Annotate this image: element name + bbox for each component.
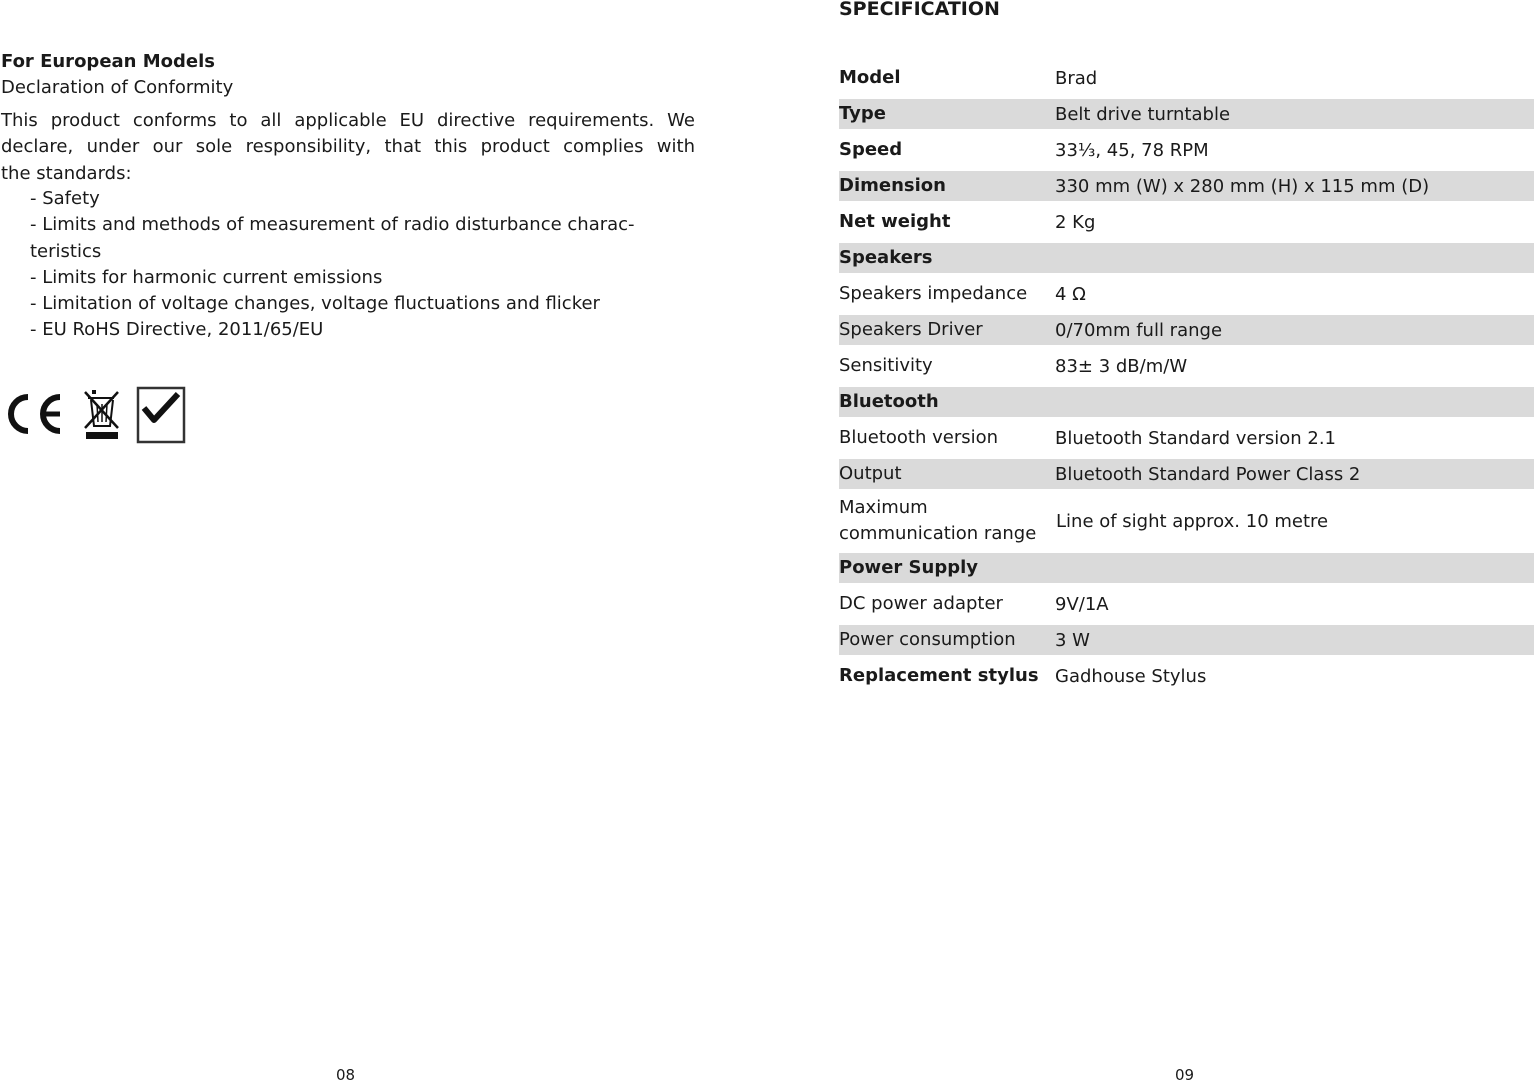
page-number-left: 08	[336, 1066, 356, 1084]
standards-list	[1, 186, 695, 344]
spec-label: Sensitivity	[839, 355, 933, 376]
weee-bin-icon	[82, 386, 122, 442]
spec-row-dc-adapter	[839, 589, 1534, 619]
spec-label: Power consumption	[839, 629, 1016, 650]
spec-label: Model	[839, 67, 901, 88]
standard-item: - Limits and methods of measurement of radio disturbance charac-	[30, 214, 635, 236]
standard-item: - Limitation of voltage changes, voltage fluctuations and flicker	[30, 293, 600, 315]
spec-label: Bluetooth version	[839, 427, 999, 448]
spec-label: DC power adapter	[839, 593, 1003, 614]
spec-value: Line of sight approx. 10 metre	[1056, 510, 1329, 532]
spec-value: 33⅓, 45, 78 RPM	[1055, 139, 1209, 161]
spec-section-label: Bluetooth	[839, 391, 939, 412]
spec-row-sensitivity	[839, 351, 1534, 381]
specification-table	[839, 63, 1534, 697]
rohs-mark-icon	[136, 386, 186, 444]
spec-label: Dimension	[839, 175, 946, 196]
certification-marks	[2, 386, 192, 444]
spec-label: Type	[839, 103, 886, 124]
standard-item: - Limits for harmonic current emissions	[30, 266, 383, 288]
spec-label-line: Maximum	[839, 497, 928, 518]
spec-value: Belt drive turntable	[1055, 103, 1231, 125]
spec-value: 2 Kg	[1055, 211, 1096, 233]
conformity-paragraph	[1, 108, 695, 187]
spec-label: Speakers Driver	[839, 319, 983, 340]
spec-label-line: communication range	[839, 523, 1037, 544]
spec-row-bluetooth-version	[839, 423, 1534, 453]
spec-value: 3 W	[1055, 629, 1090, 651]
page-number-right: 09	[1175, 1066, 1195, 1084]
spec-label: Net weight	[839, 211, 951, 232]
heading-european-models: For European Models	[1, 51, 216, 72]
spec-section-power-supply	[839, 553, 1534, 583]
spec-section-label: Speakers	[839, 247, 933, 268]
right-page	[767, 0, 1534, 1083]
spec-value: 330 mm (W) x 280 mm (H) x 115 mm (D)	[1055, 175, 1430, 197]
spec-value: 9V/1A	[1055, 593, 1109, 615]
spec-section-label: Power Supply	[839, 557, 978, 578]
standard-item: - EU RoHS Directive, 2011/65/EU	[30, 319, 324, 341]
spec-section-bluetooth	[839, 387, 1534, 417]
spec-section-speakers	[839, 243, 1534, 273]
spec-row-output	[839, 459, 1534, 489]
heading-declaration-of-conformity: Declaration of Conformity	[1, 77, 234, 98]
spec-row-speakers-impedance	[839, 279, 1534, 309]
specification-title: SPECIFICATION	[839, 0, 1000, 20]
spec-label: Speakers impedance	[839, 283, 1028, 304]
spec-row-speed	[839, 135, 1534, 165]
spec-value: Bluetooth Standard Power Class 2	[1055, 463, 1361, 485]
standard-item: - Safety	[30, 188, 100, 209]
paragraph-line: This product conforms to all applicable EU directive requirements. We	[1, 110, 695, 131]
spec-value: Gadhouse Stylus	[1055, 665, 1207, 687]
spec-row-model	[839, 63, 1534, 93]
spec-label: Speed	[839, 139, 903, 160]
ce-mark-icon	[2, 392, 64, 436]
left-page	[0, 0, 767, 1083]
spec-row-dimension	[839, 171, 1534, 201]
spec-row-net-weight	[839, 207, 1534, 237]
spec-value: 0/70mm full range	[1055, 319, 1223, 341]
spec-label: Output	[839, 463, 902, 484]
spec-label	[839, 495, 1036, 547]
spec-row-max-range	[839, 495, 1534, 547]
spec-value: Brad	[1055, 67, 1098, 89]
spec-row-power-consumption	[839, 625, 1534, 655]
spec-value: 83± 3 dB/m/W	[1055, 355, 1188, 377]
spec-row-type	[839, 99, 1534, 129]
spec-value: Bluetooth Standard version 2.1	[1055, 427, 1336, 449]
standard-item-continuation: teristics	[30, 240, 102, 262]
spec-value: 4 Ω	[1055, 283, 1086, 305]
paragraph-line: declare, under our sole responsibility, that this product complies with	[1, 136, 695, 158]
spec-row-speakers-driver	[839, 315, 1534, 345]
paragraph-line: the standards:	[1, 162, 132, 184]
spec-label: Replacement stylus	[839, 665, 1039, 686]
spec-row-replacement-stylus	[839, 661, 1534, 691]
